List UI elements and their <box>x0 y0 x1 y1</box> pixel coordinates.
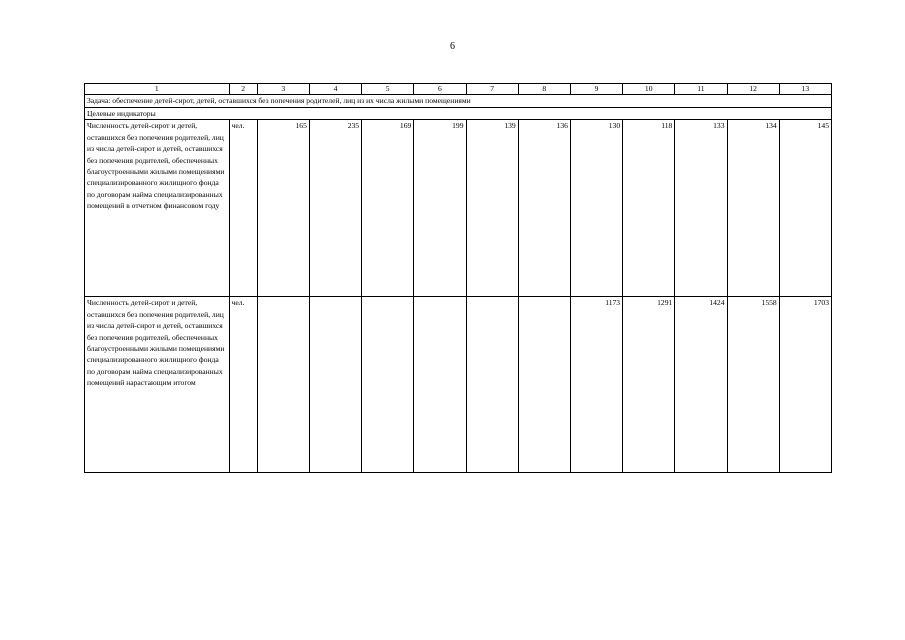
header-cell: 8 <box>518 84 570 95</box>
value-cell: 1703 <box>779 297 831 473</box>
header-cell: 4 <box>309 84 361 95</box>
header-cell: 12 <box>727 84 779 95</box>
indicator-name: Численность детей-сирот и детей, оставшихся без попечения родителей, лиц из числа детей-сирот и детей, оставшихся без попечения родителей, обеспеченных благоустроенными жилыми помещениями специализированного жилищного фонда по договорам найма специализированных помещений нарастающим итогом <box>85 297 230 473</box>
header-cell: 11 <box>675 84 727 95</box>
value-cell: 165 <box>257 120 309 297</box>
value-cell <box>466 297 518 473</box>
table-row <box>85 297 832 473</box>
value-cell: 1291 <box>623 297 675 473</box>
value-cell: 118 <box>623 120 675 297</box>
header-cell: 5 <box>362 84 414 95</box>
value-cell: 1173 <box>570 297 622 473</box>
value-cell <box>257 297 309 473</box>
unit-cell: чел. <box>229 120 257 297</box>
value-cell: 130 <box>570 120 622 297</box>
header-cell: 9 <box>570 84 622 95</box>
header-cell: 2 <box>229 84 257 95</box>
table-row <box>85 120 832 297</box>
value-cell: 235 <box>309 120 361 297</box>
header-cell: 1 <box>85 84 230 95</box>
indicators-title: Целевые индикаторы <box>85 108 832 120</box>
value-cell: 134 <box>727 120 779 297</box>
header-cell: 6 <box>414 84 466 95</box>
value-cell: 136 <box>518 120 570 297</box>
value-cell: 1424 <box>675 297 727 473</box>
header-row <box>85 84 832 95</box>
header-cell: 13 <box>779 84 831 95</box>
indicator-name: Численность детей-сирот и детей, оставшихся без попечения родителей, лиц из числа детей-сирот и детей, оставшихся без попечения родителей, обеспеченных благоустроенными жилыми помещениями специализированного жилищного фонда по договорам найма специализированных помещений в отчетном финансовом году <box>85 120 230 297</box>
page-number: 6 <box>450 41 455 52</box>
unit-cell: чел. <box>229 297 257 473</box>
value-cell: 169 <box>362 120 414 297</box>
value-cell: 139 <box>466 120 518 297</box>
value-cell: 133 <box>675 120 727 297</box>
value-cell <box>414 297 466 473</box>
header-cell: 7 <box>466 84 518 95</box>
indicators-table <box>84 83 832 473</box>
indicators-title-row <box>85 108 832 120</box>
value-cell: 145 <box>779 120 831 297</box>
value-cell: 1558 <box>727 297 779 473</box>
header-cell: 3 <box>257 84 309 95</box>
value-cell <box>518 297 570 473</box>
value-cell: 199 <box>414 120 466 297</box>
task-cell: Задача: обеспечение детей-сирот, детей, оставшихся без попечения родителей, лиц из их числа жилыми помещениями <box>85 95 832 108</box>
value-cell <box>362 297 414 473</box>
header-cell: 10 <box>623 84 675 95</box>
task-row <box>85 95 832 108</box>
value-cell <box>309 297 361 473</box>
